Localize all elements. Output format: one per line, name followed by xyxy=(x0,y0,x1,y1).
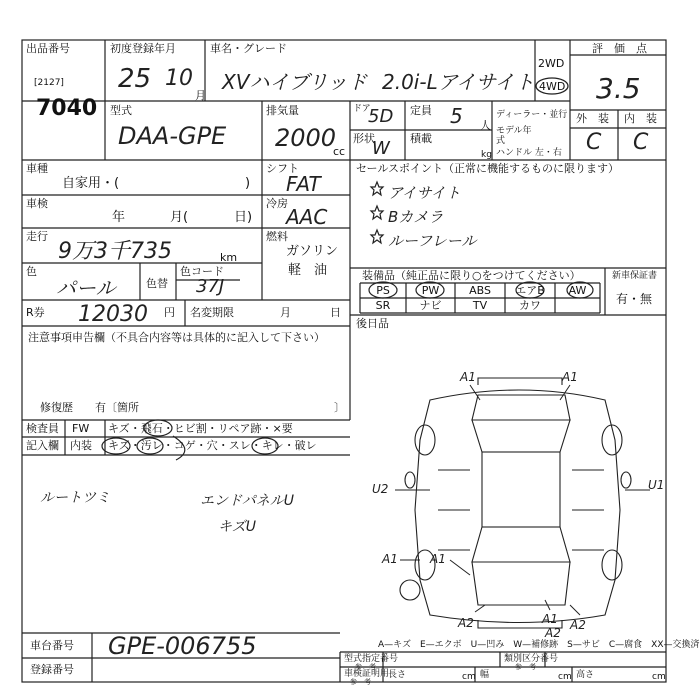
fw-items: キズ・飛石・ヒビ割・リペア跡・×要 xyxy=(108,422,293,435)
lot-number: 7040 xyxy=(36,96,98,121)
shape-label: 形状 xyxy=(353,132,375,145)
shift-label: シフト xyxy=(266,162,299,175)
damage-mark: A1 xyxy=(382,552,398,566)
new-car-warranty-label: 新車保証書 xyxy=(612,271,658,281)
grade: 2.0i-Lアイサイト xyxy=(382,70,535,94)
color-value: パール xyxy=(56,276,116,300)
load-label: 積載 xyxy=(410,132,432,145)
height-cm: cm xyxy=(652,672,666,682)
usage-value: 自家用・( xyxy=(62,176,120,191)
fuel-label: 燃料 xyxy=(266,230,288,243)
mileage-label: 走行 xyxy=(26,230,48,243)
day-unit: 日) xyxy=(234,210,253,225)
interior-check-label: 内装 xyxy=(70,439,92,452)
person-unit: 人 xyxy=(480,119,491,132)
registration-label: 登録番号 xyxy=(30,663,74,676)
damage-mark: A1 xyxy=(562,370,578,384)
equip-navi: ナビ xyxy=(419,299,442,312)
name-change-month: 月 xyxy=(280,306,291,319)
equip-ps: PS xyxy=(376,284,390,297)
equip-abs: ABS xyxy=(469,284,491,297)
kg-unit: kg xyxy=(481,150,492,160)
equip-pw: PW xyxy=(421,284,440,297)
usage-close: ) xyxy=(245,176,251,191)
handle-label: ハンドル 左・右 xyxy=(496,148,562,158)
width-cm: cm xyxy=(558,672,572,682)
damage-mark: A1 xyxy=(430,552,446,566)
interior-score: C xyxy=(633,130,649,155)
exterior-label: 外 装 xyxy=(576,112,609,125)
sales-point-label: セールスポイント（正常に機能するものに限ります） xyxy=(356,162,620,175)
equip-airbag: エアB xyxy=(515,284,545,297)
type-designation-label: 型式指定番号 xyxy=(344,654,399,664)
cc-unit: cc xyxy=(333,145,346,158)
damage-mark: A2 xyxy=(458,616,474,630)
fuel-gasoline: ガソリン xyxy=(286,244,339,259)
damage-mark: A1 xyxy=(460,370,476,384)
notes-label: 注意事項申告欄（不具合内容等は具体的に記入して下さい） xyxy=(28,331,325,344)
damage-legend: A—キズ E—エクボ U—凹み W—補修跡 S—サビ C—腐食 XX—交換済 xyxy=(378,640,700,650)
model-value: DAA-GPE xyxy=(118,122,227,150)
recycle-value: 12030 xyxy=(78,302,148,327)
yen-unit: 円 xyxy=(164,306,175,319)
car-name-label: 車名・グレード xyxy=(210,42,287,55)
damage-mark: U1 xyxy=(648,478,665,492)
year-unit: 年 xyxy=(112,210,126,225)
sales-point-item: アイサイト xyxy=(388,184,461,202)
handwritten-note: エンドパネルU xyxy=(200,493,294,509)
score-value: 3.5 xyxy=(596,72,641,105)
height-label: 高さ xyxy=(576,670,595,680)
damage-mark: A2 xyxy=(570,618,586,632)
dealer-label: ディーラー・並行 xyxy=(496,110,568,120)
equip-sr: SR xyxy=(375,299,391,312)
equip-aw: AW xyxy=(568,284,587,297)
km-unit: km xyxy=(220,251,238,264)
chassis-label: 車台番号 xyxy=(30,639,74,652)
length-label: 長さ xyxy=(388,670,407,680)
score-label: 評 価 点 xyxy=(592,42,647,55)
class-number-label: 類別区分番号 xyxy=(504,654,559,664)
fuel-diesel: 軽 油 xyxy=(288,263,328,278)
drive-2wd: 2WD xyxy=(538,57,565,70)
recycle-label: R券 xyxy=(26,306,45,319)
type-designation-sub: 参 考 xyxy=(355,663,376,671)
exterior-score: C xyxy=(586,130,602,155)
car-name: XVハイブリッド xyxy=(222,70,368,94)
inspection-label: 車検 xyxy=(26,197,48,210)
repair-history-label: 修復歴 有〔箇所 xyxy=(40,401,139,414)
capacity-label: 定員 xyxy=(410,104,432,117)
displacement-value: 2000 xyxy=(275,124,337,152)
equip-tv: TV xyxy=(472,299,488,312)
length-cm: cm xyxy=(462,672,476,682)
door-label: ドア xyxy=(353,104,371,114)
model-year-label: モデル年式 xyxy=(496,126,532,146)
door-value: 5D xyxy=(368,106,394,127)
ac-value: AAC xyxy=(286,205,328,229)
certificate-label: 車検証明用 xyxy=(344,669,390,679)
repair-close: 〕 xyxy=(334,401,345,414)
capacity-value: 5 xyxy=(450,104,463,128)
usage-label: 車種 xyxy=(26,162,48,175)
drive-4wd: 4WD xyxy=(539,80,566,93)
fw-label: FW xyxy=(72,422,90,435)
lot-label: 出品番号 xyxy=(26,42,70,55)
model-label: 型式 xyxy=(110,104,132,117)
inspector-label: 検査員 xyxy=(26,422,59,435)
color-code-label: 色コード xyxy=(180,265,224,278)
shift-value: FAT xyxy=(286,172,321,196)
sales-point-item: ルーフレール xyxy=(388,232,477,250)
first-reg-year: 25 xyxy=(118,64,152,94)
new-car-warranty-value: 有・無 xyxy=(616,292,653,306)
after-items-label: 後日品 xyxy=(356,317,389,330)
color-code-value: 37J xyxy=(196,276,225,297)
equip-leather: カワ xyxy=(519,299,541,312)
month-unit: 月 xyxy=(195,89,206,102)
damage-mark: U2 xyxy=(372,482,389,496)
first-reg-label: 初度登録年月 xyxy=(110,42,176,55)
first-reg-month: 10 xyxy=(165,66,193,91)
interior-items: キズ・汚レ・コゲ・穴・スレ・キレ・破レ xyxy=(108,439,317,452)
month-unit-inspection: 月( xyxy=(170,210,189,225)
record-label: 記入欄 xyxy=(26,439,59,452)
name-change-day: 日 xyxy=(330,306,341,319)
mileage-value: 9万3千735 xyxy=(58,239,172,264)
displacement-label: 排気量 xyxy=(266,104,299,117)
lot-small-code: [2127] xyxy=(34,78,64,88)
name-change-label: 名変期限 xyxy=(190,306,234,319)
certificate-sub: 参 考 xyxy=(350,678,371,686)
equipment-label: 装備品（純正品に限り○をつけてください） xyxy=(362,269,581,282)
interior-label: 内 装 xyxy=(624,112,657,125)
width-label: 幅 xyxy=(480,670,490,680)
ac-label: 冷房 xyxy=(266,197,288,210)
sales-point-item: Bカメラ xyxy=(388,208,444,226)
handwritten-note: ルートツミ xyxy=(40,490,110,506)
damage-mark: A1 xyxy=(542,612,558,626)
damage-mark: A2 xyxy=(545,626,561,640)
chassis-number: GPE-006755 xyxy=(108,632,257,660)
shape-value: W xyxy=(372,138,390,159)
color-label: 色 xyxy=(26,265,37,278)
handwritten-note: キズU xyxy=(218,519,256,535)
color-change-label: 色替 xyxy=(146,277,168,290)
class-number-sub: 参 考 xyxy=(515,663,536,671)
